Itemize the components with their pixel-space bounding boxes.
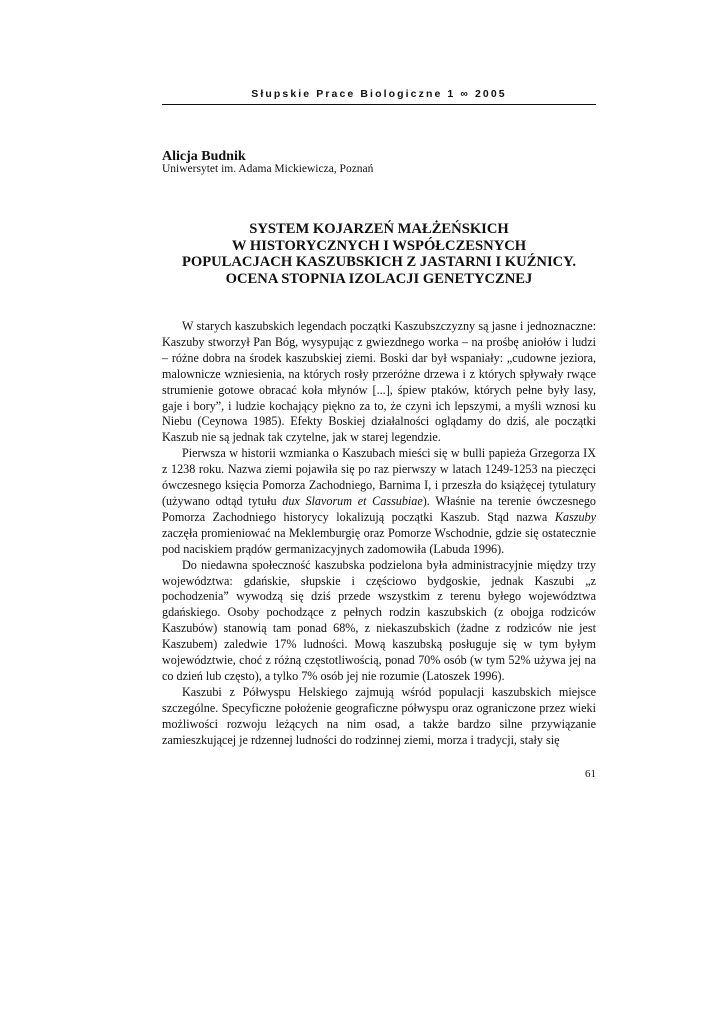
title-line: SYSTEM KOJARZEŃ MAŁŻEŃSKICH	[249, 221, 509, 237]
paragraph-text: zaczęła promieniować na Meklemburgię oraz Pomorze Wschodnie, gdzie się ostatecznie pod naciskiem prądów germanizacyjnych zadomowiła (Labuda 1996).	[162, 525, 596, 556]
title-line: POPULACJACH KASZUBSKICH Z JASTARNI I KUŹNICY.	[181, 254, 577, 270]
latin-title: dux Slavorum et Cassubiae	[282, 493, 423, 508]
title-line: OCENA STOPNIA IZOLACJI GENETYCZNEJ	[225, 270, 533, 287]
page-number: 61	[585, 768, 596, 780]
paragraph	[162, 446, 596, 557]
header-rule	[162, 104, 596, 105]
running-header: Słupskie Prace Biologiczne 1 ∞ 2005	[251, 88, 507, 100]
paragraph: W starych kaszubskich legendach początki Kaszubszczyzny są jasne i jednoznaczne: Kaszuby stworzył Pan Bóg, wysypując z gwiezdnego worka – na prośbę aniołów i ludzi – różne dobra na środek kaszubskiej ziemi. Boski dar był wspaniały: „cudowne jeziora, malownicze wzniesienia, na których rosły przeróżne drzewa i z których spływały rwące strumienie gotowe obracać koła młynów [...], śpiew ptaków, których pełne były lasy, gaje i bory”, i ludzie kochający piękno za to, że czyni ich lepszymi, a myśli wznosi ku Niebu (Ceynowa 1985). Efekty Boskiej działalności oglądamy do dziś, ale początki Kaszub nie są jednak tak czytelne, jak w starej legendzie.	[162, 319, 596, 445]
paragraph: Do niedawna społeczność kaszubska podzielona była administracyjnie między trzy województwa: gdańskie, słupskie i częściowo bydgoskie, jednak Kaszubi „z pochodzenia” wywodzą się dziś przede wszystkim z terenu byłego województwa gdańskiego. Osoby pochodzące z pełnych rodzin kaszubskich (z obojga rodziców Kaszubów) stanowią tam ponad 68%, z niekaszubskich (żadne z rodziców nie jest Kaszubem) zaledwie 17% ludności. Mową kaszubską posługuje się w tym byłym województwie, choć z różną częstotliwością, ponad 70% osób (w tym 52% używa jej na co dzień lub często), a tylko 7% osób jej nie rozumie (Latoszek 1996).	[162, 557, 596, 683]
italic-term: Kaszuby	[554, 509, 596, 524]
article-body	[162, 319, 596, 748]
article-title	[150, 221, 608, 287]
paragraph: Kaszubi z Półwyspu Helskiego zajmują wśród populacji kaszubskich miejsce szczególne. Specyficzne położenie geograficzne półwyspu oraz ograniczone przez wieki możliwości rozwoju leżących na nim osad, a także bardzo silne przywiązanie zamieszkującej je rdzennej ludności do rodzinnej ziemi, morza i tradycji, stały się	[162, 684, 596, 747]
title-line: W HISTORYCZNYCH I WSPÓŁCZESNYCH	[231, 237, 527, 254]
author-affiliation: Uniwersytet im. Adama Mickiewicza, Poznań	[162, 163, 374, 175]
paragraph-text: ). Właśnie na terenie ówczesnego Pomorza Zachodniego historycy lokalizują początki Kaszub. Stąd nazwa	[162, 493, 596, 524]
author-name: Alicja Budnik	[162, 149, 246, 164]
paragraph-text: Pierwsza w historii wzmianka o Kaszubach mieści się w bulli papieża Grzegorza IX z 1238 roku. Nazwa ziemi pojawiła się po raz pierwszy w latach 1249-1253 na pieczęci ówczesnego księcia Pomorza Zachodniego, Barnima I, i przeszła do książęcej tytulatury (używano odtąd tytułu	[162, 446, 596, 508]
